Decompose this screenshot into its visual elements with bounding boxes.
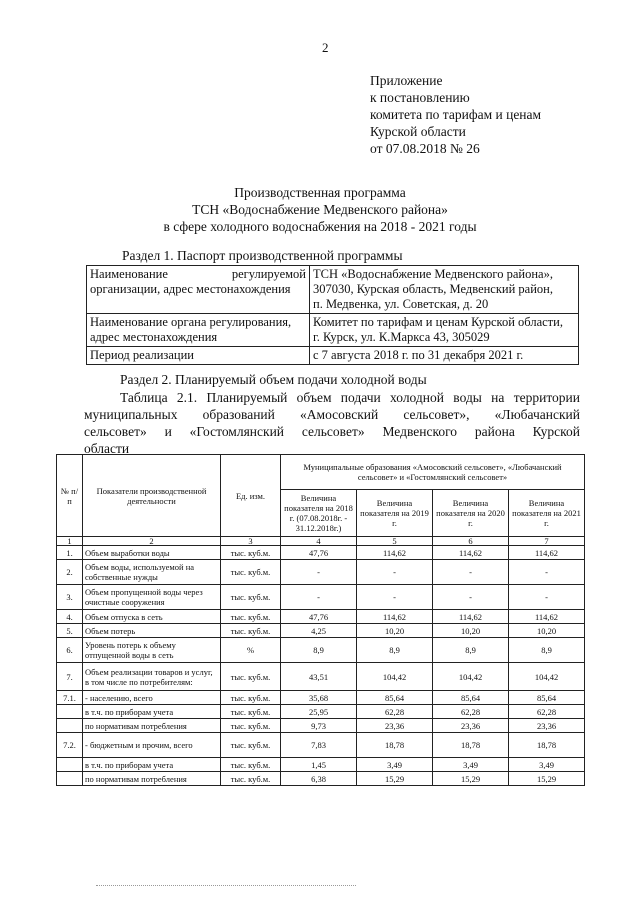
appendix-line: к постановлению [370, 90, 470, 105]
passport-value [310, 347, 579, 365]
value-2018: - [281, 585, 357, 610]
program-title-line: в сфере холодного водоснабжения на 2018 - 2021 годы [163, 219, 477, 234]
row-number: 2. [57, 560, 83, 585]
value-2019: 114,62 [357, 546, 433, 560]
value-2021: 114,62 [509, 546, 585, 560]
table-row [57, 772, 585, 786]
value-2019: 15,29 [357, 772, 433, 786]
value-2021: 104,42 [509, 663, 585, 691]
column-number: 7 [509, 537, 585, 546]
table-title-line: области [84, 441, 130, 456]
program-title-line: ТСН «Водоснабжение Медвенского района» [192, 202, 448, 217]
row-number [57, 772, 83, 786]
row-unit: тыс. куб.м. [221, 610, 281, 624]
value-2020: 23,36 [433, 719, 509, 733]
value-2020: 85,64 [433, 691, 509, 705]
table-row [57, 691, 585, 705]
value-2021: 3,49 [509, 758, 585, 772]
value-2020: 114,62 [433, 610, 509, 624]
passport-row [87, 314, 579, 347]
row-unit: тыс. куб.м. [221, 772, 281, 786]
passport-table [86, 265, 579, 365]
row-indicator: Объем пропущенной воды через очистные сооружения [83, 585, 221, 610]
value-2019: - [357, 585, 433, 610]
value-2020: 18,78 [433, 733, 509, 758]
row-unit: тыс. куб.м. [221, 733, 281, 758]
value-2018: 4,25 [281, 624, 357, 638]
passport-value [310, 266, 579, 314]
value-2019: 3,49 [357, 758, 433, 772]
row-unit: тыс. куб.м. [221, 663, 281, 691]
passport-label-line: Наименование регулируемой [90, 267, 306, 281]
table-title-line: муниципальных образований «Амосовский сельсовет», «Любачанский [84, 407, 580, 422]
passport-value-line: Комитет по тарифам и ценам Курской области, [313, 315, 563, 329]
row-indicator: - населению, всего [83, 691, 221, 705]
value-2020: 114,62 [433, 546, 509, 560]
header-2021: Величина показателя на 2021 г. [509, 490, 585, 537]
value-2018: 9,73 [281, 719, 357, 733]
value-2020: 10,20 [433, 624, 509, 638]
appendix-line: от 07.08.2018 № 26 [370, 141, 480, 156]
column-number: 2 [83, 537, 221, 546]
column-number: 4 [281, 537, 357, 546]
table-row [57, 758, 585, 772]
value-2021: 18,78 [509, 733, 585, 758]
program-title-line: Производственная программа [234, 185, 406, 200]
row-indicator: в т.ч. по приборам учета [83, 758, 221, 772]
value-2019: 104,42 [357, 663, 433, 691]
header-indicator: Показатели производственной деятельности [83, 455, 221, 537]
row-number: 7.1. [57, 691, 83, 705]
row-number: 5. [57, 624, 83, 638]
value-2020: 8,9 [433, 638, 509, 663]
value-2020: - [433, 585, 509, 610]
value-2021: 10,20 [509, 624, 585, 638]
passport-label-line: Период реализации [90, 348, 194, 362]
passport-label [87, 314, 310, 347]
row-indicator: Объем реализации товаров и услуг, в том числе по потребителям: [83, 663, 221, 691]
row-indicator: Объем выработки воды [83, 546, 221, 560]
header-num: № п/п [57, 455, 83, 537]
value-2019: 8,9 [357, 638, 433, 663]
row-unit: % [221, 638, 281, 663]
column-number: 1 [57, 537, 83, 546]
row-unit: тыс. куб.м. [221, 705, 281, 719]
appendix-line: комитета по тарифам и ценам [370, 107, 542, 122]
appendix-block [370, 72, 541, 157]
passport-value-line: ТСН «Водоснабжение Медвенского района», [313, 267, 553, 281]
row-unit: тыс. куб.м. [221, 546, 281, 560]
row-number: 7. [57, 663, 83, 691]
header-municipalities: Муниципальные образования «Амосовский сельсовет», «Любачанский сельсовет» и «Гостомлянский сельсовет» [281, 455, 585, 490]
row-unit: тыс. куб.м. [221, 758, 281, 772]
value-2018: 35,68 [281, 691, 357, 705]
program-title [0, 184, 640, 235]
header-2019: Величина показателя на 2019 г. [357, 490, 433, 537]
passport-row [87, 347, 579, 365]
row-number: 6. [57, 638, 83, 663]
passport-value-line: г. Курск, ул. К.Маркса 43, 305029 [313, 330, 490, 344]
table-row [57, 585, 585, 610]
passport-label [87, 266, 310, 314]
table-title-line: сельсовет» и «Гостомлянский сельсовет» Медвенского района Курской [84, 424, 580, 439]
table-row [57, 546, 585, 560]
row-indicator: Объем потерь [83, 624, 221, 638]
row-indicator: - бюджетным и прочим, всего [83, 733, 221, 758]
table-row [57, 638, 585, 663]
value-2018: 47,76 [281, 610, 357, 624]
header-2018: Величина показателя на 2018 г. (07.08.2018г. - 31.12.2018г.) [281, 490, 357, 537]
value-2018: - [281, 560, 357, 585]
row-number: 1. [57, 546, 83, 560]
row-indicator: по нормативам потребления [83, 719, 221, 733]
table-row [57, 733, 585, 758]
page-number: 2 [322, 40, 329, 55]
table-row [57, 719, 585, 733]
value-2021: - [509, 560, 585, 585]
passport-label [87, 347, 310, 365]
section1-title: Раздел 1. Паспорт производственной программы [122, 248, 403, 263]
value-2018: 7,83 [281, 733, 357, 758]
row-unit: тыс. куб.м. [221, 691, 281, 705]
water-volume-table [56, 454, 585, 786]
table-row [57, 705, 585, 719]
row-unit: тыс. куб.м. [221, 560, 281, 585]
footer-rule [96, 885, 356, 886]
appendix-line: Курской области [370, 124, 466, 139]
table-row [57, 610, 585, 624]
row-unit: тыс. куб.м. [221, 624, 281, 638]
value-2019: 114,62 [357, 610, 433, 624]
row-indicator: Объем воды, используемой на собственные нужды [83, 560, 221, 585]
row-number [57, 758, 83, 772]
passport-label-line: Наименование органа регулирования, [90, 315, 292, 329]
table-row [57, 560, 585, 585]
value-2018: 47,76 [281, 546, 357, 560]
value-2018: 25,95 [281, 705, 357, 719]
table-row [57, 663, 585, 691]
table-header-row [57, 455, 585, 490]
value-2021: 15,29 [509, 772, 585, 786]
value-2021: - [509, 585, 585, 610]
row-number: 7.2. [57, 733, 83, 758]
passport-value-line: 307030, Курская область, Медвенский район, [313, 282, 553, 296]
value-2019: 18,78 [357, 733, 433, 758]
passport-value-line: с 7 августа 2018 г. по 31 декабря 2021 г. [313, 348, 524, 362]
value-2018: 6,38 [281, 772, 357, 786]
row-indicator: Уровень потерь к объему отпущенной воды в сеть [83, 638, 221, 663]
row-indicator: Объем отпуска в сеть [83, 610, 221, 624]
passport-value [310, 314, 579, 347]
header-unit: Ед. изм. [221, 455, 281, 537]
value-2021: 23,36 [509, 719, 585, 733]
passport-label-line: организации, адрес местонахождения [90, 282, 291, 296]
value-2020: 15,29 [433, 772, 509, 786]
value-2019: 62,28 [357, 705, 433, 719]
row-indicator: в т.ч. по приборам учета [83, 705, 221, 719]
value-2021: 114,62 [509, 610, 585, 624]
value-2019: 10,20 [357, 624, 433, 638]
value-2018: 43,51 [281, 663, 357, 691]
column-number-row [57, 537, 585, 546]
value-2019: - [357, 560, 433, 585]
row-number: 4. [57, 610, 83, 624]
value-2020: 104,42 [433, 663, 509, 691]
table-title-line: Таблица 2.1. Планируемый объем подачи холодной воды на территории [120, 390, 580, 405]
row-unit: тыс. куб.м. [221, 585, 281, 610]
appendix-line: Приложение [370, 73, 443, 88]
value-2020: 3,49 [433, 758, 509, 772]
column-number: 3 [221, 537, 281, 546]
table-title [84, 389, 580, 457]
value-2019: 23,36 [357, 719, 433, 733]
row-unit: тыс. куб.м. [221, 719, 281, 733]
value-2021: 62,28 [509, 705, 585, 719]
value-2021: 8,9 [509, 638, 585, 663]
row-indicator: по нормативам потребления [83, 772, 221, 786]
passport-value-line: п. Медвенка, ул. Советская, д. 20 [313, 297, 489, 311]
row-number: 3. [57, 585, 83, 610]
header-2020: Величина показателя на 2020 г. [433, 490, 509, 537]
section2-title: Раздел 2. Планируемый объем подачи холодной воды [120, 372, 427, 387]
value-2020: 62,28 [433, 705, 509, 719]
value-2020: - [433, 560, 509, 585]
value-2019: 85,64 [357, 691, 433, 705]
passport-row [87, 266, 579, 314]
value-2018: 8,9 [281, 638, 357, 663]
value-2021: 85,64 [509, 691, 585, 705]
column-number: 5 [357, 537, 433, 546]
value-2018: 1,45 [281, 758, 357, 772]
row-number [57, 705, 83, 719]
passport-label-line: адрес местонахождения [90, 330, 218, 344]
column-number: 6 [433, 537, 509, 546]
table-row [57, 624, 585, 638]
row-number [57, 719, 83, 733]
